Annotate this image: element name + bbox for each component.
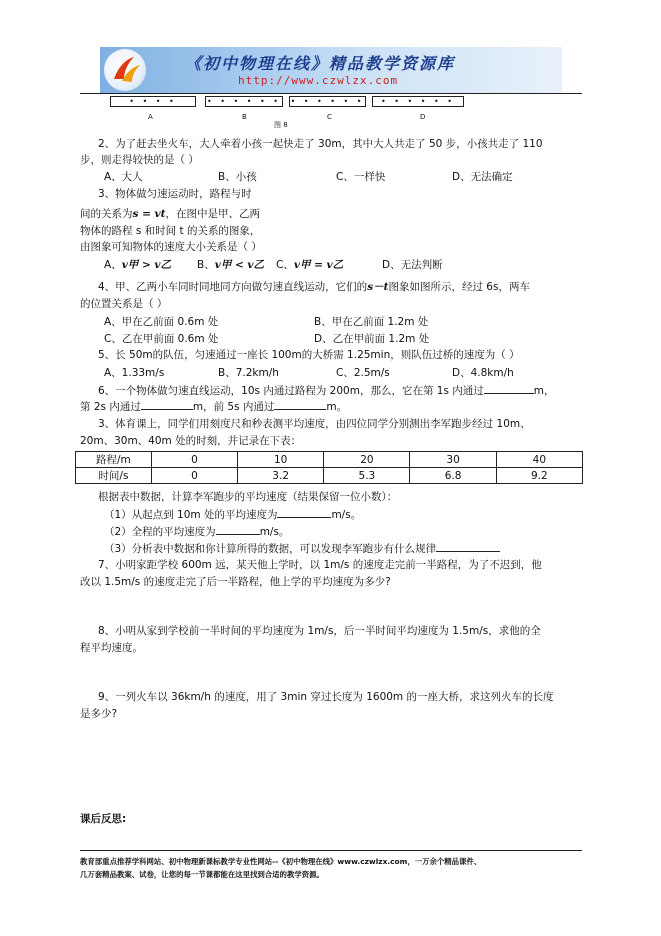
reflection-heading: 课后反思:	[80, 813, 127, 825]
q4-option-c: C、乙在甲前面 0.6m 处	[104, 333, 219, 345]
q3-option-a-formula: v甲 > v乙	[121, 259, 171, 271]
q3-option-a-letter: A、	[104, 259, 122, 271]
q4-option-a: A、甲在乙前面 0.6m 处	[104, 316, 219, 328]
q5-text: 5、长 50m的队伍，匀速通过一座长 100m的大桥需 1.25min，则队伍过桥的速度为（ ）	[98, 349, 520, 361]
q3-option-d: D、无法判断	[382, 259, 443, 271]
q2-option-d: D、无法确定	[452, 171, 513, 183]
q3-option-c-letter: C、	[276, 259, 294, 271]
figure-track-b: • • • • • •	[206, 97, 282, 106]
q4-line1-a: 4、甲、乙两小车同时同地同方向做匀速直线运动，它们的	[98, 281, 368, 293]
q3b-sub1-unit: m/s。	[331, 509, 362, 521]
q3b-blank1	[277, 507, 331, 518]
q3-line4: 由图象可知物体的速度大小关系是（ ）	[80, 241, 262, 253]
q4-formula: s－t	[367, 281, 389, 293]
q3b-blank3	[436, 541, 500, 552]
figure-label-c: C	[327, 113, 332, 121]
q3b-sub2-text: （2）全程的平均速度为	[104, 526, 216, 538]
q7-line1: 7、小明家距学校 600m 远，某天他上学时，以 1m/s 的速度走完前一半路程，为了不迟到，他	[98, 559, 542, 571]
q3-option-b-letter: B、	[197, 259, 215, 271]
q3b-sub3	[104, 541, 500, 556]
q5-option-d: D、4.8km/h	[452, 367, 514, 379]
site-logo	[104, 49, 146, 91]
q3-option-c	[276, 258, 343, 272]
q3-line2-b: ，在图中是甲、乙两	[165, 208, 260, 220]
figure-track-d: • • • • • •	[372, 96, 464, 107]
q3b-line1: 3、体育课上，同学们用刻度尺和秒表测平均速度，由四位同学分别测出李军跑步经过 10m、	[98, 418, 531, 430]
table-cell: 20	[324, 452, 410, 468]
q3b-sub2-unit: m/s。	[259, 526, 290, 538]
q3-line3: 物体的路程 s 和时间 t 的关系的图象，	[80, 225, 261, 237]
q9-line2: 是多少?	[80, 708, 118, 720]
q3-line1: 3、物体做匀速运动时，路程与时	[98, 188, 252, 200]
figure-label-a: A	[148, 113, 153, 121]
q9-line1: 9、一列火车以 36km/h 的速度，用了 3min 穿过长度为 1600m 的一座大桥，求这列火车的长度	[98, 691, 554, 703]
q3b-sub3-text: （3）分析表中数据和你计算所得的数据，可以发现李军跑步有什么规律	[104, 543, 437, 555]
header-url: http://www.czwlzx.com	[238, 74, 399, 87]
figure-label-b: B	[242, 113, 247, 121]
q2-text-line1: 2、为了赶去坐火车，大人牵着小孩一起快走了 30m，其中大人共走了 50 步，小孩共走了 110	[98, 138, 543, 150]
q6-line1	[98, 383, 555, 398]
q8-line2: 程平均速度。	[80, 642, 143, 654]
q7-line2: 改以 1.5m/s 的速度走完了后一半路程，他上学的平均速度为多少?	[80, 576, 391, 588]
figure-caption: 图 8	[274, 121, 288, 129]
q3-line2-a: 间的关系为	[80, 208, 133, 220]
q3-option-c-formula: v甲 = v乙	[293, 259, 344, 271]
q2-option-a: A、大人	[104, 171, 143, 183]
q8-line1: 8、小明从家到学校前一半时间的平均速度为 1m/s，后一半时间平均速度为 1.5m/s，求他的全	[98, 625, 541, 637]
figure-track-a: • • • •	[110, 96, 196, 107]
footer-line2: 几万套精品教案、试卷，让您的每一节课都能在这里找到合适的教学资源。	[80, 870, 324, 879]
table-row	[76, 468, 583, 484]
table-cell: 路程/m	[76, 452, 152, 468]
q3-option-a	[104, 258, 171, 272]
q4-option-b: B、甲在乙前面 1.2m 处	[314, 316, 429, 328]
table-cell: 0	[151, 468, 237, 484]
q2-text-line2: 步，则走得较快的是（ ）	[80, 154, 199, 166]
table-cell: 5.3	[324, 468, 410, 484]
q4-option-d: D、乙在甲前面 1.2m 处	[314, 333, 430, 345]
q6-unit3: m。	[326, 401, 348, 413]
figure-label-d: D	[420, 113, 426, 121]
q5-option-c: C、2.5m/s	[336, 367, 390, 379]
q4-line1	[98, 280, 530, 294]
q3-option-b-formula: v甲 < v乙	[214, 259, 265, 271]
header-rule	[80, 93, 582, 94]
table-row	[76, 452, 583, 468]
q3b-blank2	[216, 524, 260, 535]
q6-line2	[80, 399, 347, 414]
speed-table	[75, 451, 583, 484]
table-cell: 6.8	[410, 468, 496, 484]
q6-unit2: m，前 5s 内通过	[192, 401, 275, 413]
table-cell: 时间/s	[76, 468, 152, 484]
q2-option-b: B、小孩	[218, 171, 257, 183]
table-cell: 3.2	[238, 468, 324, 484]
q3-formula: s = vt	[132, 208, 166, 220]
table-cell: 0	[151, 452, 237, 468]
q6-unit1: m，	[533, 385, 555, 397]
logo-swoosh-icon	[104, 49, 146, 91]
q3b-sub1-text: （1）从起点到 10m 处的平均速度为	[104, 509, 278, 521]
q6-blank1	[484, 383, 534, 394]
figure-track-c: • • • • • •	[290, 97, 365, 106]
q3b-sub2	[104, 524, 289, 539]
q4-line1-b: 图象如图所示，经过 6s，两车	[388, 281, 530, 293]
q3-option-b	[197, 258, 264, 272]
table-cell: 40	[496, 452, 582, 468]
q6-line1-text: 6、一个物体做匀速直线运动，10s 内通过路程为 200m，那么，它在第 1s 内通过	[98, 385, 484, 397]
q5-option-a: A、1.33m/s	[104, 367, 165, 379]
q3b-intro: 根据表中数据，计算李军跑步的平均速度（结果保留一位小数）：	[98, 491, 398, 503]
q6-line2-text: 第 2s 内通过	[80, 401, 141, 413]
table-cell: 30	[410, 452, 496, 468]
footer-line1: 教育部重点推荐学科网站、初中物理新课标教学专业性网站--《初中物理在线》www.czwlzx.com，一万余个精品课件、	[80, 857, 482, 866]
q4-line2: 的位置关系是（ ）	[80, 298, 168, 310]
q6-blank3	[274, 399, 326, 410]
header-title: 《初中物理在线》精品教学资源库	[185, 54, 456, 73]
q3-line2	[80, 207, 260, 221]
q3b-sub1	[104, 507, 361, 522]
footer-rule	[80, 850, 582, 851]
q2-option-c: C、一样快	[336, 171, 386, 183]
q5-option-b: B、7.2km/h	[218, 367, 279, 379]
q3b-line2: 20m、30m、40m 处的时刻，并记录在下表：	[80, 435, 302, 447]
q6-blank2	[141, 399, 193, 410]
table-cell: 10	[238, 452, 324, 468]
table-cell: 9.2	[496, 468, 582, 484]
